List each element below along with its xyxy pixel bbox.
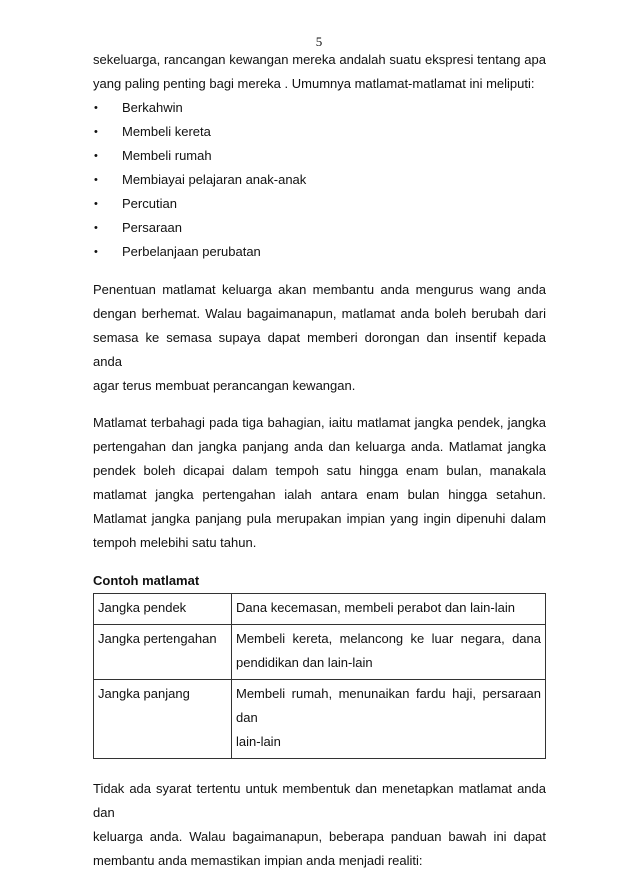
paragraph-goal-types: Matlamat terbahagi pada tiga bahagian, iaitu matlamat jangka pendek, jangka pertengahan dan jangka panjang anda dan keluarga anda. Matlamat jangka pendek boleh dicapai dalam tempoh satu hingga enam bulan, manakala matlamat jangka pertengahan ialah antara enam bulan hingga setahun. Matlamat jangka panjang pula merupakan impian yang ingin dipenuhi dalam tempoh melebihi satu tahun. xyxy=(93,415,546,550)
table-heading: Contoh matlamat xyxy=(93,573,200,588)
list-item: • Membeli rumah xyxy=(93,144,546,168)
table-cell-term: Jangka pertengahan xyxy=(94,625,232,680)
bullet-icon: • xyxy=(94,222,98,234)
bullet-icon: • xyxy=(94,198,98,210)
table-cell-examples: Membeli kereta, melancong ke luar negara, dana pendidikan dan lain-lain xyxy=(232,625,546,680)
list-item: • Berkahwin xyxy=(93,96,546,120)
bullet-icon: • xyxy=(94,102,98,114)
bullet-icon: • xyxy=(94,126,98,138)
paragraph-guidance: Tidak ada syarat tertentu untuk membentuk dan menetapkan matlamat anda dan keluarga anda. Walau bagaimanapun, beberapa panduan bawah ini dapat membantu anda memastikan impian anda menjadi realiti: xyxy=(93,781,546,868)
bullet-icon: • xyxy=(94,246,98,258)
table-cell-term: Jangka pendek xyxy=(94,594,232,625)
table-cell-examples: Membeli rumah, menunaikan fardu haji, persaraan dan lain-lain xyxy=(232,680,546,759)
table-row xyxy=(94,594,546,625)
page-number: 5 xyxy=(315,34,323,49)
bullet-icon: • xyxy=(94,150,98,162)
table-cell-term: Jangka panjang xyxy=(94,680,232,759)
list-item: • Persaraan xyxy=(93,216,546,240)
intro-line: sekeluarga, rancangan kewangan mereka andalah suatu ekspresi tentang apa xyxy=(93,52,546,67)
list-item: • Percutian xyxy=(93,192,546,216)
bullet-icon: • xyxy=(94,174,98,186)
table-cell-examples: Dana kecemasan, membeli perabot dan lain-lain xyxy=(232,594,546,625)
intro-line: yang paling penting bagi mereka . Umumnya matlamat-matlamat ini meliputi: xyxy=(93,76,535,91)
table-row xyxy=(94,625,546,680)
table-row xyxy=(94,680,546,759)
list-item: • Perbelanjaan perubatan xyxy=(93,240,546,264)
document-body xyxy=(93,48,546,873)
list-item: • Membiayai pelajaran anak-anak xyxy=(93,168,546,192)
goals-table xyxy=(93,593,546,759)
goals-bullet-list xyxy=(93,96,546,264)
intro-paragraph xyxy=(93,48,546,96)
list-item: • Membeli kereta xyxy=(93,120,546,144)
paragraph-family-goals: Penentuan matlamat keluarga akan membantu anda mengurus wang anda dengan berhemat. Walau bagaimanapun, matlamat anda boleh berubah dari semasa ke semasa supaya dapat memberi dorongan dan insentif kepada anda agar terus membuat perancangan kewangan. xyxy=(93,282,546,393)
